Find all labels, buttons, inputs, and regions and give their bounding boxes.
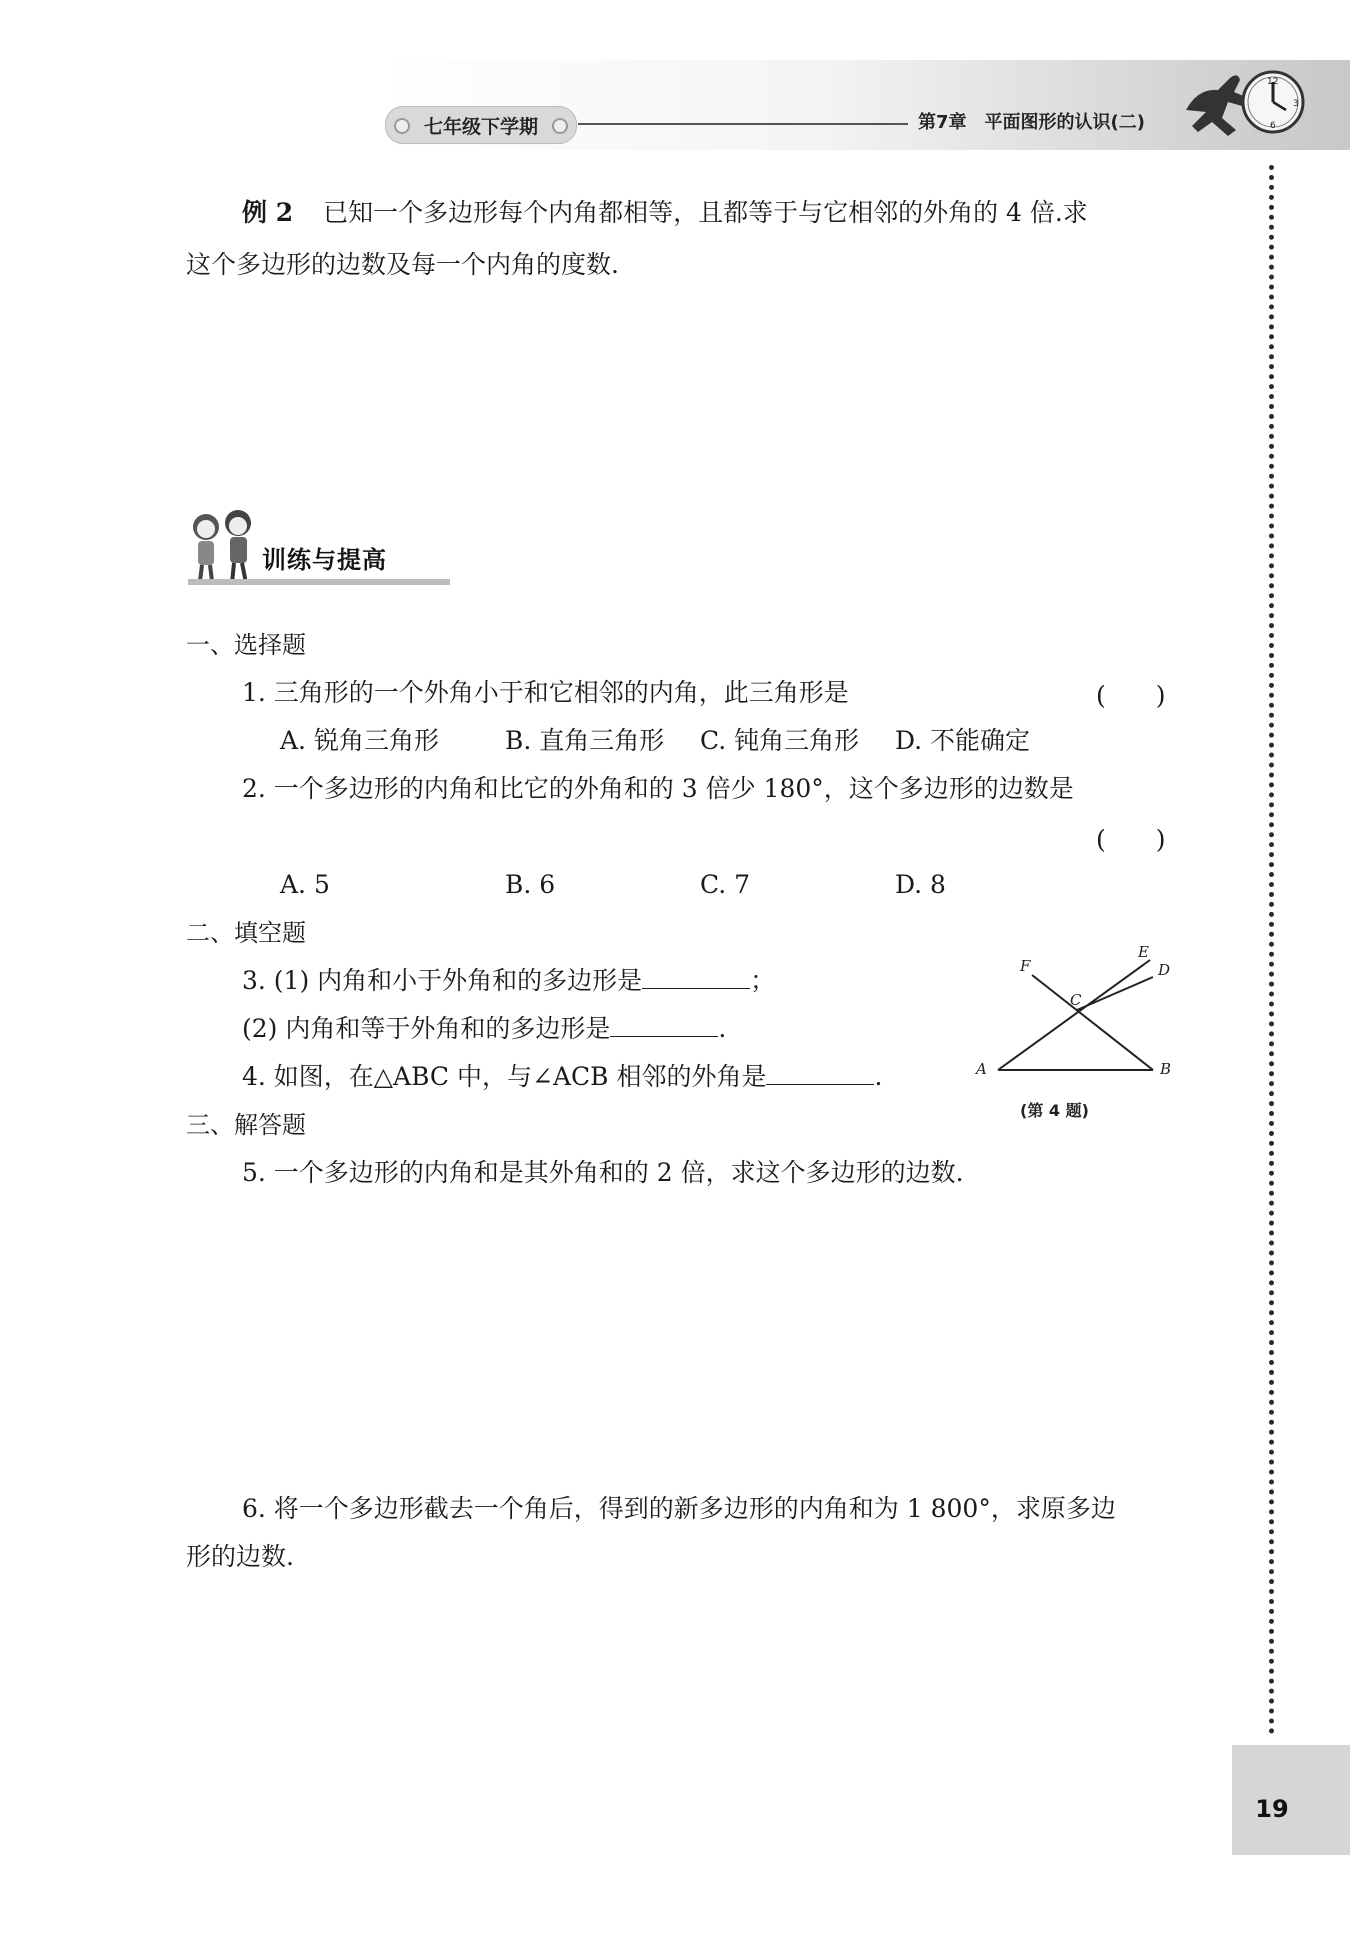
q2-option-d: D. 8 [895, 870, 946, 899]
q3b-text: (2) 内角和等于外角和的多边形是 [242, 1014, 611, 1043]
q3b-end: . [718, 1014, 727, 1043]
svg-text:6: 6 [1270, 121, 1276, 131]
q6-line1: 6. 将一个多边形截去一个角后，得到的新多边形的内角和为 1 800°，求原多边 [242, 1494, 1116, 1523]
q5-text: 5. 一个多边形的内角和是其外角和的 2 倍，求这个多边形的边数. [242, 1158, 964, 1187]
label-f: F [1020, 957, 1031, 975]
label-b: B [1160, 1060, 1172, 1078]
runner-clock-icon [1178, 58, 1308, 148]
q4-text: 4. 如图，在△ABC 中，与∠ACB 相邻的外角是 [242, 1062, 767, 1091]
q1-option-d: D. 不能确定 [895, 726, 1031, 755]
dotted-margin-line [1269, 165, 1274, 1735]
example2-label: 例 2 [242, 198, 294, 227]
page-number: 19 [1255, 1795, 1289, 1823]
header-rule [578, 123, 908, 125]
example2-text1: 已知一个多边形每个内角都相等，且都等于与它相邻的外角的 4 倍.求 [323, 198, 1088, 227]
ray-ae [998, 960, 1150, 1070]
figure-caption: (第 4 题) [1020, 1101, 1089, 1120]
q4-blank[interactable] [766, 1060, 874, 1085]
example2-line2: 这个多边形的边数及每一个内角的度数. [186, 250, 619, 279]
q2-option-a: A. 5 [280, 870, 330, 899]
q4-line [242, 1060, 882, 1094]
label-c: C [1070, 991, 1082, 1009]
section3-heading: 三、解答题 [186, 1111, 306, 1139]
figure-triangle-abc [970, 935, 1180, 1085]
q1-option-c: C. 钝角三角形 [700, 726, 860, 755]
q2-text: 2. 一个多边形的内角和比它的外角和的 3 倍少 180°，这个多边形的边数是 [242, 774, 1074, 803]
label-a: A [976, 1060, 987, 1078]
ray-cd [1077, 977, 1153, 1010]
example2-line1 [242, 196, 1088, 230]
q3a-text: 3. (1) 内角和小于外角和的多边形是 [242, 966, 643, 995]
label-d: D [1158, 961, 1171, 979]
grade-label: 七年级下学期 [385, 106, 577, 144]
q1-text: 1. 三角形的一个外角小于和它相邻的内角，此三角形是 [242, 678, 849, 707]
q3a-end: ； [750, 966, 776, 995]
section1-heading: 一、选择题 [186, 631, 306, 659]
section2-heading: 二、填空题 [186, 919, 306, 947]
q4-end: . [874, 1062, 883, 1091]
chapter-title: 第7章 平面图形的认识(二) [918, 112, 1145, 133]
q3a-line [242, 964, 775, 998]
q1-option-a: A. 锐角三角形 [280, 726, 439, 755]
training-title: 训练与提高 [262, 546, 387, 574]
q2-option-c: C. 7 [700, 870, 751, 899]
svg-text:12: 12 [1267, 77, 1279, 87]
q3a-blank[interactable] [642, 964, 750, 989]
q1-answer-paren: ( ) [1096, 681, 1166, 710]
q6-line2: 形的边数. [186, 1542, 294, 1571]
svg-text:3: 3 [1293, 99, 1299, 109]
q3b-line [242, 1012, 726, 1046]
q3b-blank[interactable] [610, 1012, 718, 1037]
q2-option-b: B. 6 [505, 870, 556, 899]
line-bf [1032, 975, 1153, 1070]
label-e: E [1138, 943, 1149, 961]
q1-option-b: B. 直角三角形 [505, 726, 665, 755]
q2-answer-paren: ( ) [1096, 825, 1166, 854]
